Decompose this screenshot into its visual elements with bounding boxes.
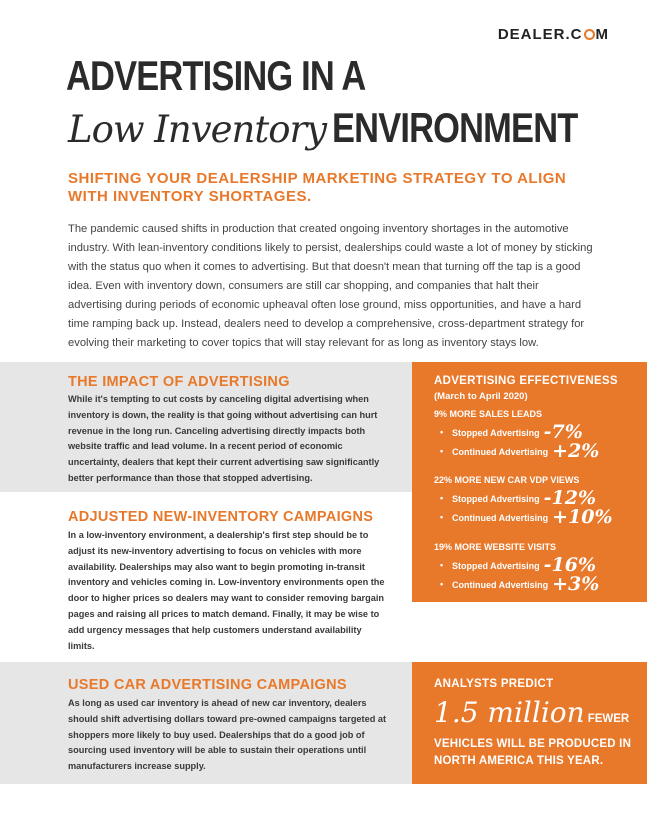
prediction-lead: ANALYSTS PREDICT <box>434 678 554 690</box>
logo-o-ring-icon <box>584 29 595 40</box>
stat-row <box>434 575 634 594</box>
new-inventory-body: In a low-inventory environment, a dealership's first step should be to adjust its new-inventory advertising to focus on vehicles with more availability. Dealerships may also want to begin promoting in-transit inventory and vehicles coming in. Low-inventory environments open the door to higher prices so dealers may want to consider removing bargain pages and raising all prices to match demand. Finally, it may be wise to add urgency messages that help customers understand availability limits. <box>68 530 385 651</box>
stat-label: Continued Advertising <box>452 447 549 457</box>
dealer-com-logo <box>498 26 609 43</box>
bullet-icon: • <box>440 560 444 570</box>
group-heading: 19% MORE WEBSITE VISITS <box>434 542 557 552</box>
subtitle: SHIFTING YOUR DEALERSHIP MARKETING STRATEGY TO ALIGN WITH INVENTORY SHORTAGES. <box>68 170 567 205</box>
title-line-2 <box>68 104 631 152</box>
stat-row <box>434 556 634 575</box>
stat-value: +2% <box>552 440 600 462</box>
stat-label: Continued Advertising <box>452 513 549 523</box>
logo-text-end: M <box>595 26 609 43</box>
new-inventory-heading: ADJUSTED NEW-INVENTORY CAMPAIGNS <box>68 509 374 525</box>
bullet-icon: • <box>440 493 444 503</box>
stat-label: Continued Advertising <box>452 580 549 590</box>
stat-value: -12% <box>543 487 597 509</box>
title-environment: ENVIRONMENT <box>332 104 578 151</box>
prediction-figure: 1.5 million <box>434 696 585 729</box>
used-car-heading: USED CAR ADVERTISING CAMPAIGNS <box>68 677 347 693</box>
website-visits-group <box>434 542 634 594</box>
stat-row <box>434 423 634 442</box>
prediction-panel <box>412 662 647 784</box>
logo-text-start: DEALER.C <box>497 26 583 43</box>
bullet-icon: • <box>440 512 444 522</box>
stat-value: +3% <box>552 573 600 595</box>
title-script: Low Inventory <box>68 108 327 151</box>
stat-label: Stopped Advertising <box>452 494 540 504</box>
impact-heading: THE IMPACT OF ADVERTISING <box>68 374 290 390</box>
stat-row <box>434 442 634 461</box>
group-heading: 9% MORE SALES LEADS <box>434 409 543 419</box>
bullet-icon: • <box>440 427 444 437</box>
effectiveness-title: ADVERTISING EFFECTIVENESS <box>434 375 618 387</box>
stat-label: Stopped Advertising <box>452 561 540 571</box>
title-line-1: ADVERTISING IN A <box>66 52 366 99</box>
stat-value: -7% <box>543 421 583 443</box>
intro-paragraph: The pandemic caused shifts in production that created ongoing inventory shortages in the automotive industry. With lean-inventory conditions likely to persist, dealerships could waste a lot of money by sticking with the status quo when it comes to advertising. But that doesn't mean that turning off the tap is a good idea. Even with inventory down, consumers are still car shopping, and companies that halt their advertising during periods of economic upheaval often lose ground, miss opportunities, and have a hard time ramping back up. Instead, dealers need to develop a comprehensive, cross-department strategy for evolving their marketing to cover topics that will stay relevant for as long as inventory stays low. <box>68 223 593 349</box>
prediction-figure-line <box>434 696 629 729</box>
bullet-icon: • <box>440 446 444 456</box>
vdp-views-group <box>434 475 634 527</box>
bullet-icon: • <box>440 579 444 589</box>
impact-body: While it's tempting to cut costs by canceling digital advertising when inventory is down, the reality is that going without advertising can hurt revenue in the long run. Canceling advertising directly impacts both website traffic and lead volume. In a recent period of economic uncertainty, dealers that kept their current advertising saw significantly better performance than those that stopped advertising. <box>68 394 380 483</box>
stat-value: -16% <box>543 554 597 576</box>
stat-label: Stopped Advertising <box>452 428 540 438</box>
effectiveness-panel <box>412 362 647 602</box>
prediction-rest: VEHICLES WILL BE PRODUCED IN NORTH AMERICA THIS YEAR. <box>434 738 632 767</box>
stat-row <box>434 508 634 527</box>
stat-value: +10% <box>552 506 613 528</box>
prediction-fewer: FEWER <box>587 713 630 725</box>
used-car-body: As long as used car inventory is ahead of new car inventory, dealers should shift advertising dollars toward pre-owned campaigns targeted at shoppers more likely to buy used. Dealerships that do a good job of sourcing used inventory will be able to sustain their operations until manufacturers increase supply. <box>68 698 387 772</box>
sales-leads-group <box>434 409 634 461</box>
group-heading: 22% MORE NEW CAR VDP VIEWS <box>434 475 580 485</box>
effectiveness-period: (March to April 2020) <box>434 391 528 402</box>
